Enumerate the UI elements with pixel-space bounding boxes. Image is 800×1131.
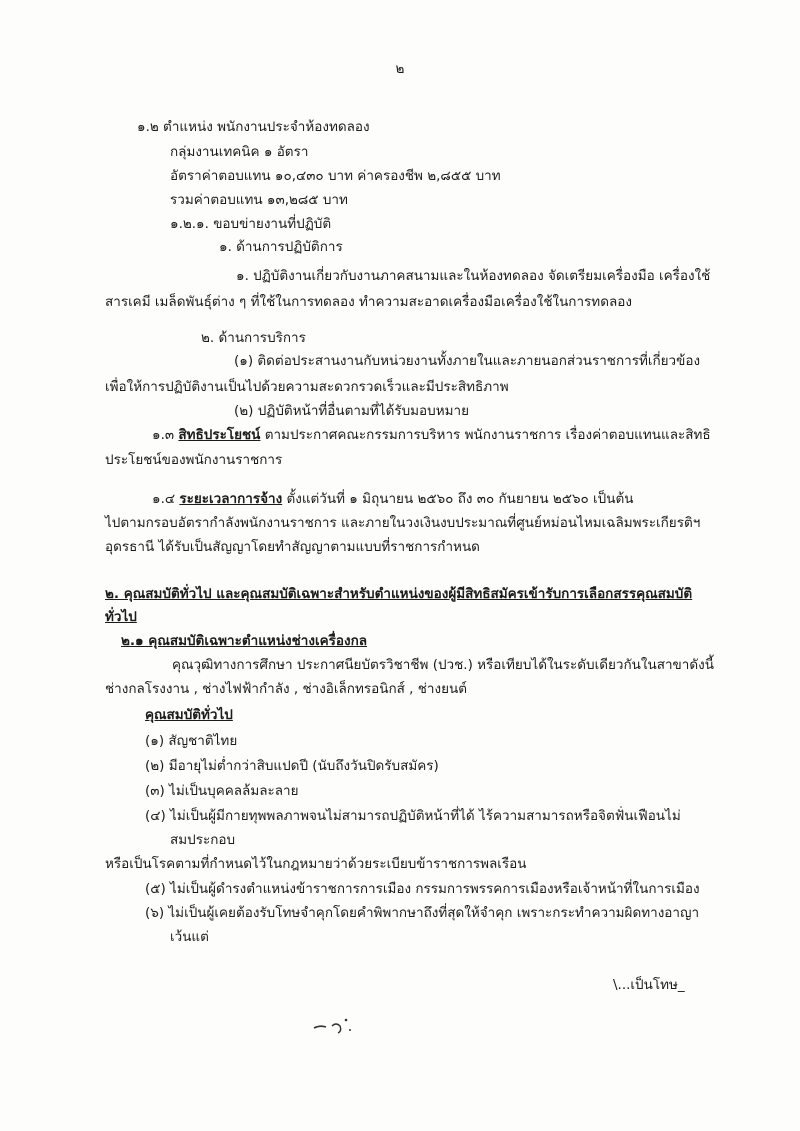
qualification-item-5: (๕) ไม่เป็นผู้ดำรงตำแหน่งข้าราชการการเมือง กรรมการพรรคการเมืองหรือเจ้าหน้าที่ในการเมือง (145, 881, 700, 897)
service-item-1-cont: เพื่อให้การปฏิบัติงานเป็นไปด้วยความสะดวกรวดเร็วและมีประสิทธิภาพ (105, 379, 509, 395)
employment-period-text-cont-1: ไปตามกรอบอัตรากำลังพนักงานราชการ และภายในวงเงินงบประมาณที่ศูนย์หม่อนไหมเฉลิมพระเกียรติฯ (105, 515, 701, 531)
service-heading: ๒. ด้านการบริการ (201, 330, 306, 346)
education-requirement: คุณวุฒิทางการศึกษา ประกาศนียบัตรวิชาชีพ (ปวช.) หรือเทียบได้ในระดับเดียวกันในสาขาดังนี้ (172, 657, 714, 673)
scope-heading: ๑.๒.๑. ขอบข่ายงานที่ปฏิบัติ (170, 216, 332, 232)
benefits-paragraph (152, 426, 711, 444)
position-group: กลุ่มงานเทคนิค ๑ อัตรา (170, 144, 309, 160)
education-fields: ช่างกลโรงงาน , ช่างไฟฟ้ากำลัง , ช่างอิเล็กทรอนิกส์ , ช่างยนต์ (105, 681, 467, 697)
employment-period-text: ตั้งแต่วันที่ ๑ มิถุนายน ๒๕๖๐ ถึง ๓๐ กันยายน ๒๕๖๐ เป็นต้น (282, 491, 634, 507)
employment-period-number: ๑.๔ (152, 491, 176, 507)
service-item-1: (๑) ติดต่อประสานงานกับหน่วยงานทั้งภายในและภายนอกส่วนราชการที่เกี่ยวข้อง (234, 353, 701, 369)
employment-period-text-cont-2: อุดรธานี ได้รับเป็นสัญญาโดยทำสัญญาตามแบบที่ราชการกำหนด (105, 539, 480, 555)
position-total-pay: รวมค่าตอบแทน ๑๓,๒๘๕ บาท (170, 192, 348, 208)
position-pay: อัตราค่าตอบแทน ๑๐,๔๓๐ บาท ค่าครองชีพ ๒,๘๕๕ บาท (170, 168, 501, 184)
operations-item-1-cont: สารเคมี เมล็ดพันธุ์ต่าง ๆ ที่ใช้ในการทดลอง ทำความสะอาดเครื่องมือเครื่องใช้ในการทดลอง (105, 294, 632, 310)
general-qualifications-heading: คุณสมบัติทั่วไป (145, 707, 233, 723)
qualification-item-6: (๖) ไม่เป็นผู้เคยต้องรับโทษจำคุกโดยคำพิพากษาถึงที่สุดให้จำคุก เพราะกระทำความผิดทางอาญา (145, 905, 700, 921)
page-number: ๒ (395, 61, 405, 77)
qualification-item-6-cont: เว้นแต่ (170, 929, 209, 945)
benefits-text-cont: ประโยชน์ของพนักงานราชการ (105, 452, 283, 468)
qualification-item-1: (๑) สัญชาติไทย (145, 733, 238, 749)
qualification-item-4-cont-2: หรือเป็นโรคตามที่กำหนดไว้ในกฎหมายว่าด้วยระเบียบข้าราชการพลเรือน (105, 856, 527, 872)
service-item-2: (๒) ปฏิบัติหน้าที่อื่นตามที่ได้รับมอบหมาย (234, 403, 470, 419)
benefits-title: สิทธิประโยชน์ (178, 427, 261, 443)
position-heading: ๑.๒ ตำแหน่ง พนักงานประจำห้องทดลอง (137, 119, 370, 135)
scan-smudge (312, 1014, 362, 1038)
continuation-marker: \...เป็นโทษ_ (613, 977, 685, 993)
qualifications-heading: ๒. คุณสมบัติทั่วไป และคุณสมบัติเฉพาะสำหรับตำแหน่งของผู้มีสิทธิสมัครเข้ารับการเลือกสรรคุณสมบัติ (105, 586, 693, 602)
qualification-item-4: (๔) ไม่เป็นผู้มีกายทุพพลภาพจนไม่สามารถปฏิบัติหน้าที่ได้ ไร้ความสามารถหรือจิตฟั่นเฟือนไม่ (145, 808, 681, 824)
qualification-item-3: (๓) ไม่เป็นบุคคลล้มละลาย (145, 783, 299, 799)
benefits-text: ตามประกาศคณะกรรมการบริหาร พนักงานราชการ เรื่องค่าตอบแทนและสิทธิ (260, 427, 711, 443)
operations-item-1: ๑. ปฏิบัติงานเกี่ยวกับงานภาคสนามและในห้องทดลอง จัดเตรียมเครื่องมือ เครื่องใช้ (236, 268, 711, 284)
employment-period-title: ระยะเวลาการจ้าง (179, 491, 283, 507)
qualifications-heading-cont: ทั่วไป (105, 609, 137, 625)
specific-qualifications-heading: ๒.๑ คุณสมบัติเฉพาะตำแหน่งช่างเครื่องกล (121, 633, 368, 649)
employment-period-paragraph (152, 490, 633, 508)
benefits-number: ๑.๓ (152, 427, 175, 443)
qualification-item-2: (๒) มีอายุไม่ต่ำกว่าสิบแปดปี (นับถึงวันปิดรับสมัคร) (145, 758, 439, 774)
operations-heading: ๑. ด้านการปฏิบัติการ (219, 239, 343, 255)
qualification-item-4-cont: สมประกอบ (170, 832, 236, 848)
